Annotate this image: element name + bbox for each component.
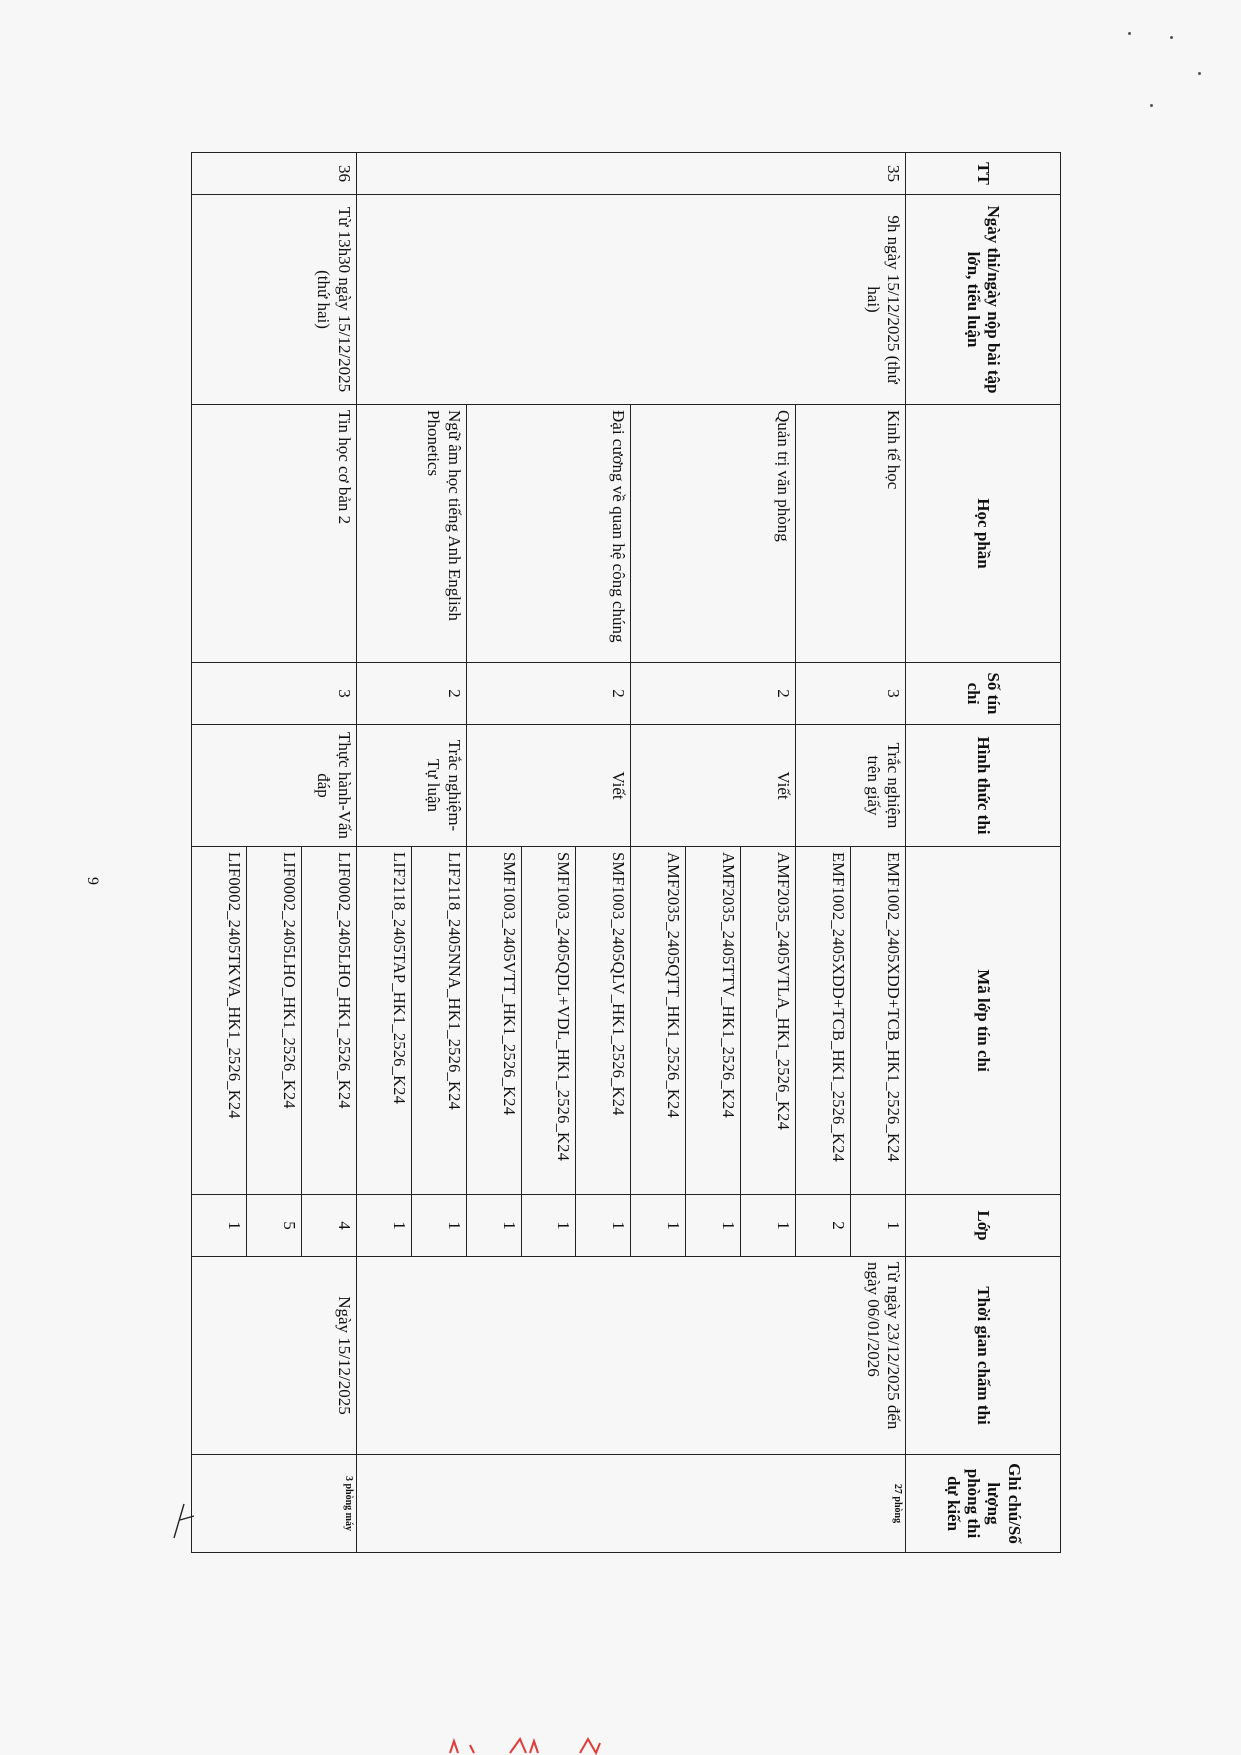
credits-cell: 2	[356, 663, 466, 725]
note-cell: 27 phòng	[356, 1455, 905, 1553]
date-cell: Từ 13h30 ngày 15/12/2025 (thứ hai)	[192, 195, 357, 405]
date-cell: 9h ngày 15/12/2025 (thứ hai)	[356, 195, 905, 405]
class-count-cell: 2	[796, 1195, 851, 1257]
table-header-row	[906, 153, 1061, 1553]
credits-cell: 3	[192, 663, 357, 725]
course-name-cell: Quản trị văn phòng	[631, 405, 796, 663]
header-format: Hình thức thi	[906, 725, 1061, 847]
table-row	[851, 153, 906, 1553]
red-stamp-fragment-icon	[430, 1735, 690, 1755]
class-code-cell: LIF0002_2405LHO_HK1_2526_K24	[246, 847, 301, 1195]
header-note: Ghi chú/Số lượng phòng thi dự kiến	[906, 1455, 1061, 1553]
header-class-count: Lớp	[906, 1195, 1061, 1257]
grading-time-cell: Từ ngày 23/12/2025 đến ngày 06/01/2026	[356, 1257, 905, 1455]
tt-cell: 36	[192, 153, 357, 195]
class-code-cell: EMF1002_2405XDD+TCB_HK1_2526_K24	[851, 847, 906, 1195]
credits-cell: 2	[631, 663, 796, 725]
class-code-cell: AMF2035_2405VTLA_HK1_2526_K24	[741, 847, 796, 1195]
class-code-cell: LIF0002_2405LHO_HK1_2526_K24	[301, 847, 356, 1195]
class-code-cell: SMF1003_2405VTT_HK1_2526_K24	[466, 847, 521, 1195]
class-count-cell: 1	[576, 1195, 631, 1257]
class-code-cell: EMF1002_2405XDD+TCB_HK1_2526_K24	[796, 847, 851, 1195]
table-row	[301, 153, 356, 1553]
header-course: Học phần	[906, 405, 1061, 663]
grading-time-cell: Ngày 15/12/2025	[192, 1257, 357, 1455]
header-tt: TT	[906, 153, 1061, 195]
scan-speck	[1170, 36, 1173, 39]
course-name-cell: Ngữ âm học tiếng Anh English Phonetics	[356, 405, 466, 663]
class-count-cell: 1	[521, 1195, 576, 1257]
scan-speck	[1150, 104, 1153, 107]
handwritten-mark-icon	[170, 1500, 200, 1540]
class-code-cell: SMF1003_2405QDL+VDL_HK1_2526_K24	[521, 847, 576, 1195]
header-date: Ngày thi/ngày nộp bài tập lớn, tiểu luận	[906, 195, 1061, 405]
format-cell: Thực hành-Vấn đáp	[192, 725, 357, 847]
format-cell: Trắc nghiệm-Tự luận	[356, 725, 466, 847]
course-name-cell: Kinh tế học	[796, 405, 906, 663]
class-count-cell: 5	[246, 1195, 301, 1257]
course-name-cell: Đại cương về quan hệ công chúng	[466, 405, 631, 663]
header-class-code: Mã lớp tín chỉ	[906, 847, 1061, 1195]
class-count-cell: 1	[356, 1195, 411, 1257]
class-count-cell: 1	[411, 1195, 466, 1257]
format-cell: Trắc nghiệm trên giấy	[796, 725, 906, 847]
scan-speck	[1128, 32, 1131, 35]
header-grading-time: Thời gian chấm thi	[906, 1257, 1061, 1455]
class-code-cell: AMF2035_2405QTT_HK1_2526_K24	[631, 847, 686, 1195]
format-cell: Viết	[631, 725, 796, 847]
exam-schedule-table	[191, 152, 1061, 1553]
note-cell: 3 phòng máy	[192, 1455, 357, 1553]
class-count-cell: 1	[851, 1195, 906, 1257]
scan-speck	[1198, 72, 1201, 75]
page-number: 9	[84, 877, 101, 885]
class-code-cell: LIF2118_2405TAP_HK1_2526_K24	[356, 847, 411, 1195]
credits-cell: 2	[466, 663, 631, 725]
format-cell: Viết	[466, 725, 631, 847]
class-count-cell: 1	[741, 1195, 796, 1257]
class-count-cell: 1	[686, 1195, 741, 1257]
class-count-cell: 4	[301, 1195, 356, 1257]
class-count-cell: 1	[192, 1195, 247, 1257]
rotated-page-content	[191, 152, 1061, 1552]
header-credits: Số tín chỉ	[906, 663, 1061, 725]
class-code-cell: SMF1003_2405QLV_HK1_2526_K24	[576, 847, 631, 1195]
class-code-cell: LIF2118_2405NNA_HK1_2526_K24	[411, 847, 466, 1195]
class-count-cell: 1	[631, 1195, 686, 1257]
credits-cell: 3	[796, 663, 906, 725]
tt-cell: 35	[356, 153, 905, 195]
course-name-cell: Tin học cơ bản 2	[192, 405, 357, 663]
class-code-cell: AMF2035_2405TTV_HK1_2526_K24	[686, 847, 741, 1195]
class-code-cell: LIF0002_2405TKVA_HK1_2526_K24	[192, 847, 247, 1195]
class-count-cell: 1	[466, 1195, 521, 1257]
